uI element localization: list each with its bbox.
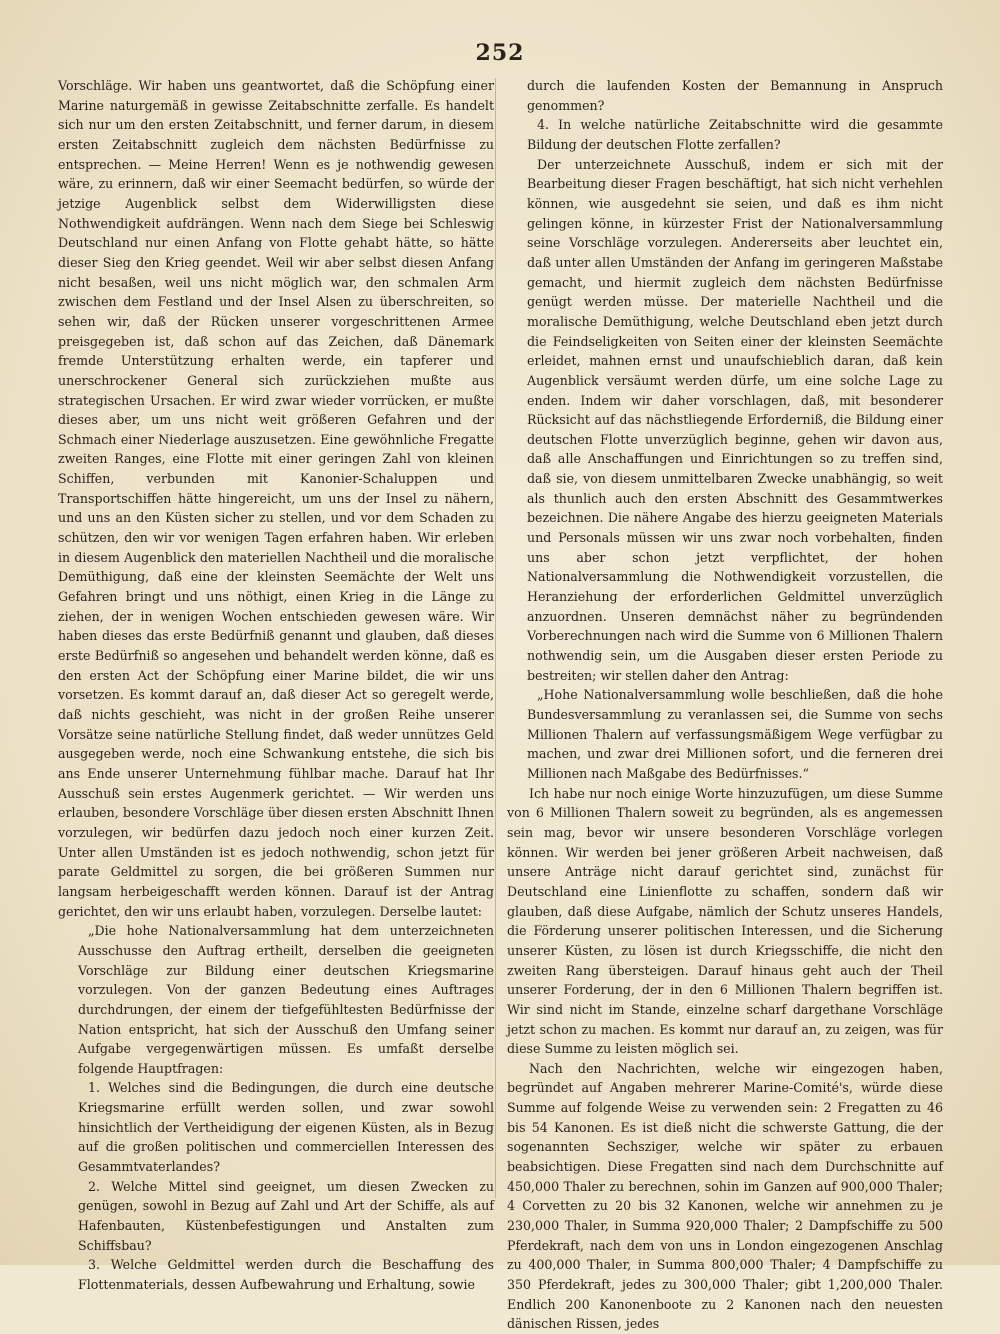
question-3: 3. Welche Geldmittel werden durch die Beschaffung des Flottenmaterials, dessen Aufbewahrung und Erhaltung, sowie [78, 1257, 494, 1293]
question-2: 2. Welche Mittel sind geeignet, um diesen Zwecken zu genügen, sowohl in Bezug auf Zahl und Art der Schiffe, als auf Hafenbauten, Küstenbefestigungen und Anstalten zum Schiffsbau? [78, 1178, 494, 1253]
page-number: 252 [475, 40, 525, 66]
quoted-report: „Die hohe Nationalversammlung hat dem unterzeichneten Ausschusse den Auftrag ertheilt, derselben die geeigneten Vorschläge zur Bildung einer deutschen Kriegsmarine vorzulegen. Von der ganzen Bedeutung eines Auftrages durchdrungen, der einem der tiefgefühltesten Bedürfnisse der Nation entspricht, hat sich der Ausschuß den Umfang seiner Aufgabe vergegenwärtigen müssen. Es umfaßt derselbe folgende Hauptfragen: [78, 923, 494, 1076]
right-column [507, 76, 943, 1334]
body-paragraph: Nach den Nachrichten, welche wir eingezogen haben, begründet auf Angaben mehrerer Marine-Comité's, würde diese Summe auf folgende Weise zu verwenden sein: 2 Fregatten zu 46 bis 54 Kanonen. Es ist dieß nicht die schwerste Gattung, die der sogenannten Sechsziger, welche wir später zu erbauen beabsichtigen. Diese Fregatten sind nach dem Durchschnitte auf 450,000 Thaler zu berechnen, sohin im Ganzen auf 900,000 Thaler; 4 Corvetten zu 20 bis 32 Kanonen, welche wir annehmen zu je 230,000 Thaler, in Summa 920,000 Thaler; 2 Dampfschiffe zu 500 Pferdekraft, nach dem von uns in London eingezogenen Anschlag zu 400,000 Thaler, in Summa 800,000 Thaler; 4 Dampfschiffe zu 350 Pferdekraft, jedes zu 300,000 Thaler; gibt 1,200,000 Thaler. Endlich 200 Kanonenboote zu 2 Kanonen nach den neuesten dänischen Rissen, jedes [507, 1060, 943, 1332]
committee-statement: Der unterzeichnete Ausschuß, indem er sich mit der Bearbeitung dieser Fragen beschäftigt, hat sich nicht verhehlen können, wie ausgedehnt sie seien, und daß es ihm nicht gelingen könne, in kürzester Frist der Nationalversammlung seine Vorschläge vorzulegen. Andererseits aber leuchtet ein, daß unter allen Umständen der Anfang im geringeren Maßstabe gemacht, und hiermit zugleich dem nächsten Bedürfnisse genügt werden müsse. Der materielle Nachtheil und die moralische Demüthigung, welche Deutschland eben jetzt durch die Feindseligkeiten von Seiten einer der kleinsten Seemächte erleidet, mahnen ernst und unaufschieblich daran, daß kein Augenblick versäumt werden dürfe, um eine solche Lage zu enden. Indem wir daher vorschlagen, daß, mit besonderer Rücksicht auf das nächstliegende Erforderniß, die Bildung einer deutschen Flotte unverzüglich beginne, gehen wir davon aus, daß alle Anschaffungen und Einrichtungen so zu treffen sind, daß sie, von diesem unmittelbaren Zwecke unabhängig, so weit als thunlich auch den ersten Abschnitt des Gesammtwerkes bezeichnen. Die nähere Angabe des hierzu geeigneten Materials und Personals müssen wir uns zwar noch vorbehalten, finden uns aber schon jetzt verpflichtet, der hohen Nationalversammlung die Nothwendigkeit vorzustellen, die Heranziehung der erforderlichen Geldmittel unverzüglich anzuordnen. Unseren demnächst näher zu begründenden Vorberechnungen nach wird die Summe von 6 Millionen Thalern nothwendig sein, um die Ausgaben dieser ersten Periode zu bestreiten; wir stellen daher den Antrag: [527, 156, 943, 683]
question-1: 1. Welches sind die Bedingungen, die durch eine deutsche Kriegsmarine erfüllt werden sollen, und zwar sowohl hinsichtlich der Vertheidigung der eigenen Küsten, als in Bezug auf die großen politischen und commerciellen Interessen des Gesammtvaterlandes? [78, 1080, 494, 1175]
body-paragraph: Vorschläge. Wir haben uns geantwortet, daß die Schöpfung einer Marine naturgemäß in gewisse Zeitabschnitte zerfalle. Es handelt sich nur um den ersten Zeitabschnitt, und ferner darum, in diesem ersten Zeitabschnitt zugleich dem nächsten Bedürfnisse zu entsprechen. — Meine Herren! Wenn es je nothwendig gewesen wäre, zu erinnern, daß wir einer Seemacht bedürfen, so würde der jetzige Augenblick selbst dem Widerwilligsten diese Nothwendigkeit aufdrängen. Wenn nach dem Siege bei Schleswig Deutschland nur einen Anfang von Flotte gehabt hätte, so hätte dieser Sieg den Krieg geendet. Weil wir aber selbst diesen Anfang nicht besaßen, weil uns nicht möglich war, den schmalen Arm zwischen dem Festland und der Insel Alsen zu überschreiten, so sehen wir, daß der Rücken unserer vorgeschrittenen Armee preisgegeben ist, daß schon auf das Zeichen, daß Dänemark fremde Unterstützung erhalten werde, ein tapferer und unerschrockener General sich zurückziehen mußte aus strategischen Ursachen. Er wird zwar wieder vorrücken, er mußte dieses aber, um uns nicht weit größeren Gefahren und der Schmach einer Niederlage auszusetzen. Eine gewöhnliche Fregatte zweiten Ranges, eine Flotte mit einer geringen Zahl von kleinen Schiffen, verbunden mit Kanonier-Schaluppen und Transportschiffen hätte hingereicht, um uns der Insel zu nähern, und uns an den Küsten sicher zu stellen, und vor dem Schaden zu schützen, den wir vor wenigen Tagen erfahren haben. Wir erleben in diesem Augenblick den materiellen Nachtheil und die moralische Demüthigung, daß eine der kleinsten Seemächte der Welt uns Gefahren bringt und uns nöthigt, einen Krieg in die Länge zu ziehen, der in wenigen Wochen entschieden gewesen wäre. Wir haben dieses das erste Bedürfniß genannt und glauben, daß dieses erste Bedürfniß so angesehen und behandelt werden könne, daß es den ersten Act der Schöpfung einer Marine bildet, die wir uns vorsetzen. Es kommt darauf an, daß dieser Act so geregelt werde, daß nichts geschieht, was nicht in der großen Reihe unserer Vorsätze seine natürliche Stellung findet, daß weder unnützes Geld ausgegeben werde, noch eine Schwankung entstehe, die sich bis ans Ende unserer Unternehmung fühlbar mache. Darauf hat Ihr Ausschuß sein erstes Augenmerk gerichtet. — Wir werden uns erlauben, besondere Vorschläge über diesen ersten Abschnitt Ihnen vorzulegen, wir bedürfen dazu jedoch noch einer kurzen Zeit. Unter allen Umständen ist es jedoch nothwendig, schon jetzt für parate Geldmittel zu sorgen, die bei größeren Summen nur langsam herbeigeschafft werden können. Darauf ist der Antrag gerichtet, den wir uns erlaubt haben, vorzulegen. Derselbe lautet: [58, 78, 494, 919]
body-paragraph: Ich habe nur noch einige Worte hinzuzufügen, um diese Summe von 6 Millionen Thalern soweit zu begründen, als es angemessen sein mag, bevor wir unsere besonderen Vorschläge vorlegen können. Wir werden bei jener größeren Arbeit nachweisen, daß unsere Anträge nicht darauf gerichtet sind, zunächst für Deutschland eine Linienflotte zu schaffen, sondern daß wir glauben, daß diese Aufgabe, nämlich der Schutz unseres Handels, die Förderung unserer politischen Interessen, und die Sicherung unserer Küsten, zu lösen ist durch Kriegsschiffe, die nicht den zweiten Rang übersteigen. Darauf hinaus geht auch der Theil unserer Forderung, der in den 6 Millionen Thalern begriffen ist. Wir sind nicht im Stande, einzelne scharf dargethane Vorschläge jetzt schon zu machen. Es kommt nur darauf an, zu zeigen, was für diese Summe zu leisten möglich sei. [507, 785, 943, 1057]
question-3-continuation: durch die laufenden Kosten der Bemannung in Anspruch genommen? [527, 78, 943, 113]
left-column [58, 76, 494, 1295]
question-4: 4. In welche natürliche Zeitabschnitte wird die gesammte Bildung der deutschen Flotte zerfallen? [527, 117, 943, 152]
column-divider [495, 78, 496, 1198]
motion-text: „Hohe Nationalversammlung wolle beschließen, daß die hohe Bundesversammlung zu veranlassen sei, die Summe von sechs Millionen Thalern auf verfassungsmäßigem Wege verfügbar zu machen, und zwar drei Millionen sofort, und die ferneren drei Millionen nach Maßgabe des Bedürfnisses.“ [527, 687, 943, 781]
